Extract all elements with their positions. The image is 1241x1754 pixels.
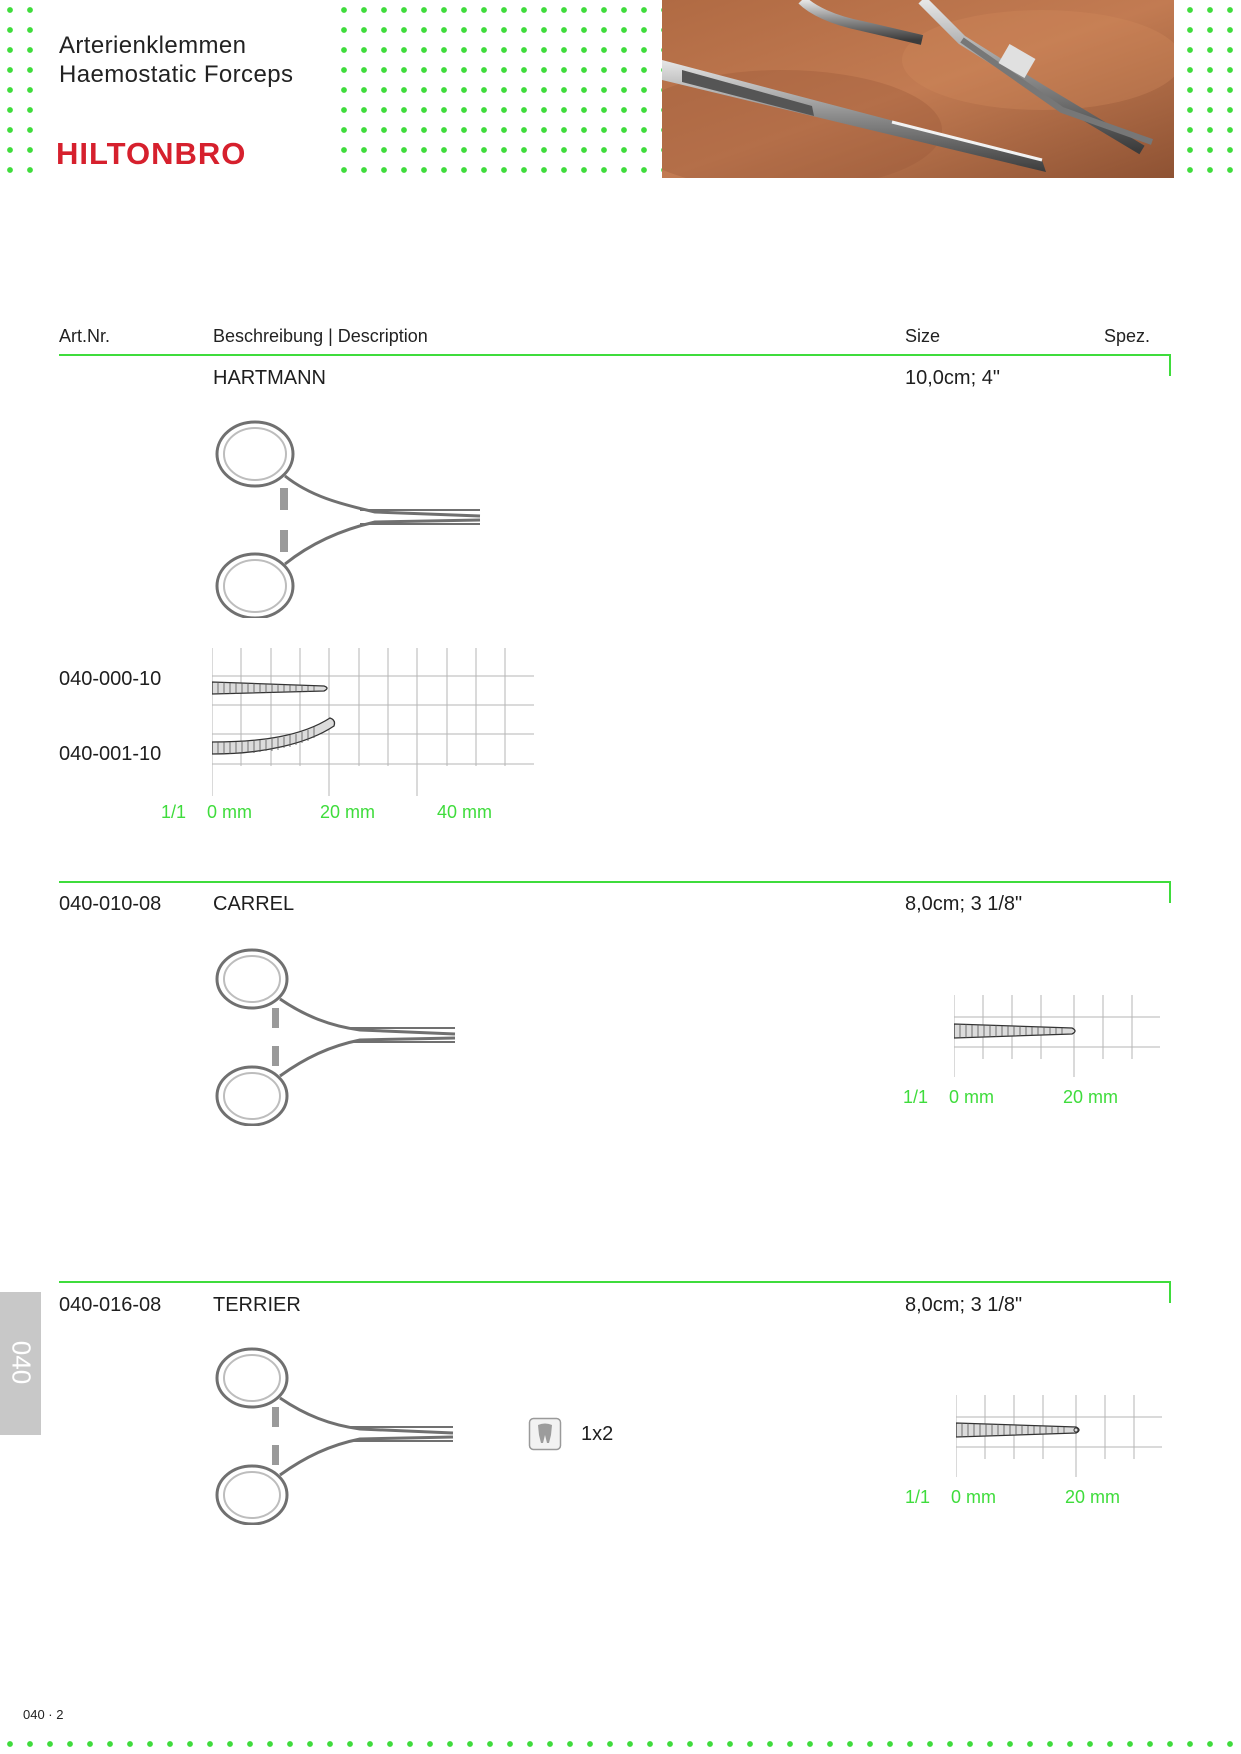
header-dots-left — [0, 0, 41, 180]
section-side-tab-label: 040 — [6, 1340, 37, 1385]
column-art-nr: Art.Nr. — [59, 326, 111, 346]
article-number: 040-001-10 — [59, 743, 162, 765]
header-dots-middle — [334, 0, 662, 180]
jaw-straight — [212, 682, 327, 694]
forceps-photo — [662, 0, 1174, 178]
header-dots-right — [1180, 0, 1241, 180]
section-rule — [59, 881, 1171, 883]
scale-label: 20 mm — [320, 802, 376, 822]
article-number: 040-016-08 — [59, 1294, 162, 1316]
scale-ratio: 1/1 — [161, 802, 187, 822]
scale-ratio: 1/1 — [905, 1487, 931, 1507]
section-rule — [59, 354, 1171, 356]
section-rule-tick — [1169, 881, 1171, 903]
product-size: 8,0cm; 3 1/8" — [905, 1294, 1023, 1316]
footer-dots — [0, 1734, 1241, 1754]
scale-label: 20 mm — [1065, 1487, 1121, 1507]
page-number: 040 · 2 — [23, 1707, 64, 1722]
column-size: Size — [905, 326, 941, 346]
scale-label: 40 mm — [437, 802, 493, 822]
tooth-icon — [528, 1417, 562, 1456]
jaw-scale-grid — [954, 995, 1160, 1082]
scale-ratio: 1/1 — [903, 1087, 929, 1107]
column-spec: Spez. — [1104, 326, 1151, 346]
product-name: CARREL — [213, 893, 295, 915]
scale-label: 0 mm — [949, 1087, 994, 1107]
section-rule — [59, 1281, 1171, 1283]
section-side-tab — [0, 1292, 41, 1435]
forceps-image — [210, 946, 460, 1131]
scale-label: 0 mm — [951, 1487, 996, 1507]
article-number: 040-000-10 — [59, 668, 162, 690]
header-title-de: Arterienklemmen — [59, 32, 247, 59]
section-rule-tick — [1169, 1281, 1171, 1303]
product-name: HARTMANN — [213, 367, 326, 389]
forceps-straight-image — [210, 418, 490, 623]
product-size: 8,0cm; 3 1/8" — [905, 893, 1023, 915]
header-title-en: Haemostatic Forceps — [59, 61, 294, 88]
column-description: Beschreibung | Description — [213, 326, 428, 346]
jaw-scale-grid — [212, 648, 534, 801]
teeth-spec: 1x2 — [581, 1423, 614, 1445]
product-name: TERRIER — [213, 1294, 301, 1316]
brand-logo: HILTONBRO — [56, 136, 247, 171]
article-number: 040-010-08 — [59, 893, 162, 915]
forceps-image — [210, 1345, 460, 1530]
product-size: 10,0cm; 4" — [905, 367, 1000, 389]
jaw-scale-grid — [956, 1395, 1162, 1482]
scale-label: 20 mm — [1063, 1087, 1119, 1107]
scale-label: 0 mm — [207, 802, 252, 822]
section-rule-tick — [1169, 354, 1171, 376]
